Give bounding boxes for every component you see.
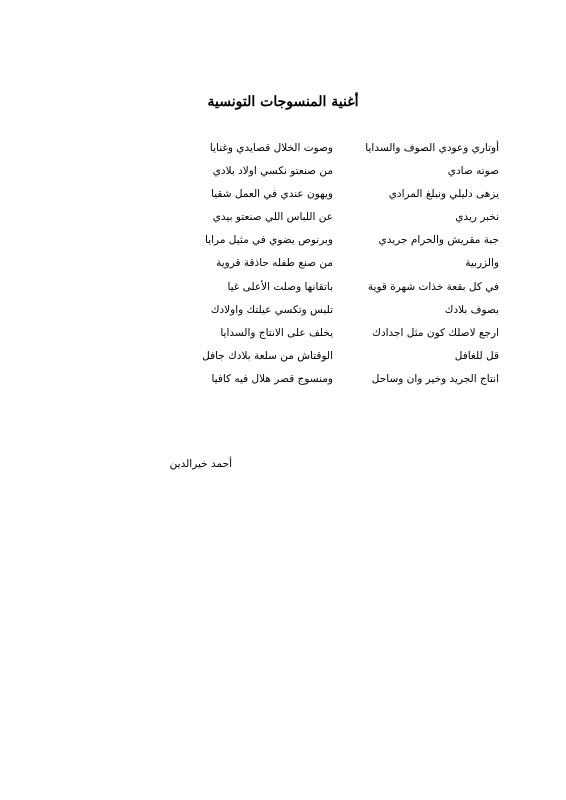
verse-first-hemistich: جبة مقريش والحرام جريدي (378, 234, 499, 247)
verse-first-hemistich: نخبر ريدي (455, 211, 499, 224)
verse-second-hemistich: عن اللباس اللي صنعتو بيدي (212, 211, 333, 224)
verse-first-hemistich: انتاج الجريد وخير وان وساحل (371, 372, 499, 385)
verse-row (0, 324, 566, 347)
verse-row (0, 254, 566, 277)
verse-second-hemistich: من صنع طفله حاذقة قروية (216, 257, 333, 270)
verse-second-hemistich: ومنسوج قصر هلال فيه كافيا (211, 372, 333, 385)
verse-second-hemistich: من صنعتو نكسي اولاد بلادي (212, 165, 333, 178)
verse-first-hemistich: يزهى دليلي ونبلغ المرادي (388, 188, 499, 201)
verse-second-hemistich: باتقانها وصلت الأعلى غيا (227, 280, 333, 293)
verse-second-hemistich: الوقتاش من سلعة بلادك جافل (202, 349, 333, 362)
verse-second-hemistich: وبرنوص يضوي في مثيل مرايا (205, 234, 333, 247)
verse-first-hemistich: ارجع لاصلك كون مثل اجدادك (372, 326, 499, 339)
verse-row (0, 162, 566, 185)
verse-first-hemistich: قل للغافل (454, 349, 499, 362)
verse-second-hemistich: ويهون عندي في العمل شقيا (211, 188, 333, 201)
poem-title: أغنية المنسوجات التونسية (207, 94, 359, 110)
verse-row (0, 208, 566, 231)
verse-row (0, 278, 566, 301)
verse-first-hemistich: والزربية (465, 257, 499, 270)
verse-second-hemistich: يخلف على الانتاج والسدايا (220, 326, 333, 339)
verse-second-hemistich: وصوت الخلال قصايدي وغنايا (209, 142, 333, 154)
verse-row (0, 370, 566, 393)
verse-first-hemistich: صوته صادي (447, 165, 499, 178)
verse-first-hemistich: في كل بقعة خذات شهرة قوية (367, 280, 499, 293)
verse-first-hemistich: بصوف بلادك (444, 303, 499, 316)
verse-row (0, 301, 566, 324)
verse-second-hemistich: تلبس وتكسي عيلتك واولادك (210, 303, 333, 316)
verse-row (0, 347, 566, 370)
verse-first-hemistich: أوتاري وعودي الصوف والسدايا (365, 142, 499, 154)
verse-row (0, 185, 566, 208)
verse-row (0, 139, 566, 162)
author-name: أحمد خيرالدين (169, 458, 232, 470)
verse-row (0, 231, 566, 254)
poem-body (0, 139, 566, 393)
